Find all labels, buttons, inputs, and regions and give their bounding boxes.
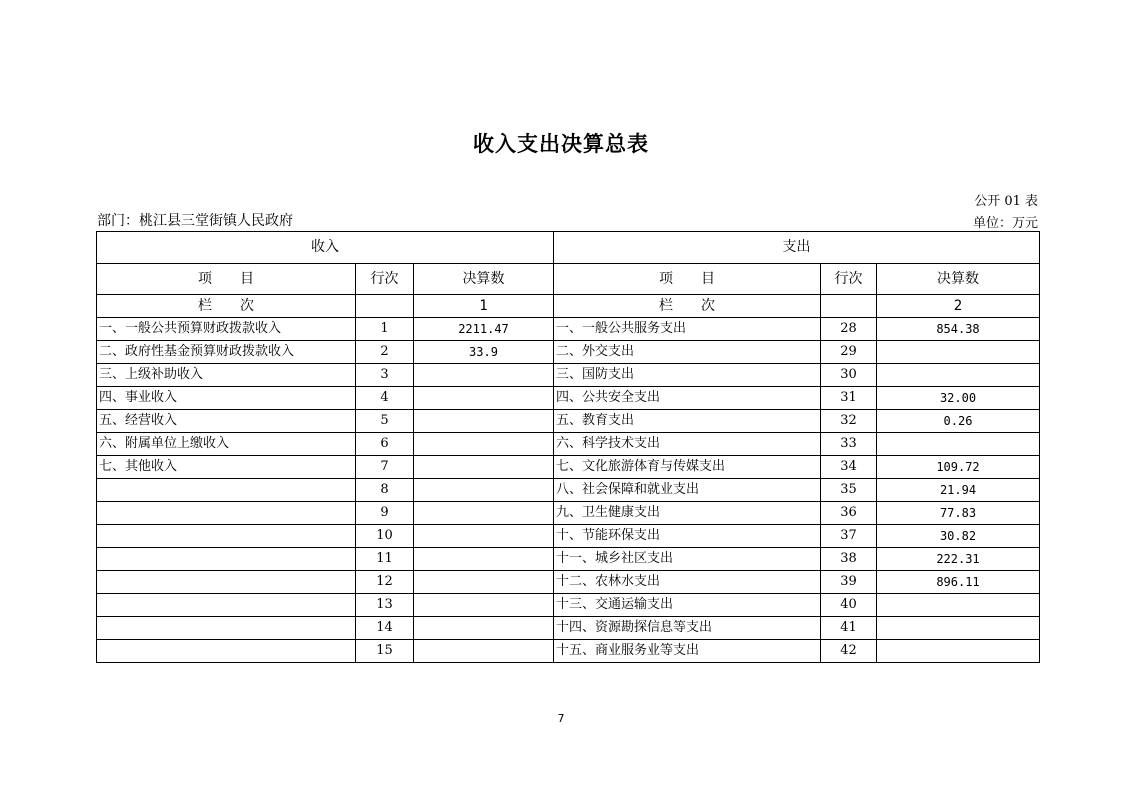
table-row <box>97 571 1040 594</box>
expense-row-no-cell: 40 <box>821 594 877 617</box>
expense-row-no-cell: 41 <box>821 617 877 640</box>
table-row <box>97 364 1040 387</box>
expense-row-no-cell: 38 <box>821 548 877 571</box>
expense-amount-cell: 32.00 <box>877 387 1040 410</box>
expense-row-no-cell: 33 <box>821 433 877 456</box>
table-row <box>97 594 1040 617</box>
income-amount-cell <box>414 525 554 548</box>
expense-amount-cell <box>877 594 1040 617</box>
expense-column-number: 2 <box>877 295 1040 318</box>
table-row <box>97 548 1040 571</box>
income-amount-cell: 33.9 <box>414 341 554 364</box>
income-row-no-cell: 4 <box>356 387 414 410</box>
expense-item-cell: 三、国防支出 <box>554 364 821 387</box>
income-amount-header: 决算数 <box>414 264 554 295</box>
expense-amount-cell: 21.94 <box>877 479 1040 502</box>
expense-amount-cell: 0.26 <box>877 410 1040 433</box>
income-amount-cell <box>414 502 554 525</box>
income-row-no-cell: 1 <box>356 318 414 341</box>
budget-summary-table <box>96 231 1040 663</box>
income-amount-cell: 2211.47 <box>414 318 554 341</box>
table-row <box>97 318 1040 341</box>
income-item-cell: 三、上级补助收入 <box>97 364 356 387</box>
income-row-no-header: 行次 <box>356 264 414 295</box>
income-section-header: 收入 <box>97 232 554 264</box>
income-row-no-cell: 14 <box>356 617 414 640</box>
income-amount-cell <box>414 594 554 617</box>
expense-row-no-cell: 36 <box>821 502 877 525</box>
expense-amount-cell <box>877 433 1040 456</box>
expense-item-cell: 十三、交通运输支出 <box>554 594 821 617</box>
expense-amount-cell <box>877 341 1040 364</box>
department-label: 部门：桃江县三堂街镇人民政府 <box>97 213 293 229</box>
expense-row-no-cell: 29 <box>821 341 877 364</box>
income-item-cell: 五、经营收入 <box>97 410 356 433</box>
income-amount-cell <box>414 364 554 387</box>
income-row-no-cell: 10 <box>356 525 414 548</box>
expense-item-cell: 六、科学技术支出 <box>554 433 821 456</box>
table-row <box>97 640 1040 663</box>
income-amount-cell <box>414 571 554 594</box>
expense-column-blank <box>821 295 877 318</box>
table-row <box>97 479 1040 502</box>
table-row <box>97 502 1040 525</box>
income-row-no-cell: 12 <box>356 571 414 594</box>
income-item-cell <box>97 594 356 617</box>
expense-item-cell: 十四、资源勘探信息等支出 <box>554 617 821 640</box>
table-row <box>97 617 1040 640</box>
income-row-no-cell: 3 <box>356 364 414 387</box>
expense-item-cell: 二、外交支出 <box>554 341 821 364</box>
table-row <box>97 410 1040 433</box>
income-item-cell <box>97 617 356 640</box>
expense-amount-cell: 77.83 <box>877 502 1040 525</box>
expense-amount-cell: 896.11 <box>877 571 1040 594</box>
income-row-no-cell: 5 <box>356 410 414 433</box>
page-number: 7 <box>557 712 565 725</box>
expense-row-no-cell: 34 <box>821 456 877 479</box>
expense-item-cell: 十一、城乡社区支出 <box>554 548 821 571</box>
expense-column-label: 栏 次 <box>554 295 821 318</box>
expense-item-cell: 十五、商业服务业等支出 <box>554 640 821 663</box>
page-title: 收入支出决算总表 <box>473 132 649 156</box>
expense-amount-cell: 30.82 <box>877 525 1040 548</box>
expense-item-header: 项 目 <box>554 264 821 295</box>
column-header-row <box>97 264 1040 295</box>
expense-item-cell: 九、卫生健康支出 <box>554 502 821 525</box>
income-row-no-cell: 7 <box>356 456 414 479</box>
unit-label: 单位：万元 <box>972 216 1038 231</box>
income-row-no-cell: 6 <box>356 433 414 456</box>
expense-amount-cell <box>877 364 1040 387</box>
income-row-no-cell: 11 <box>356 548 414 571</box>
income-column-label: 栏 次 <box>97 295 356 318</box>
expense-amount-cell: 854.38 <box>877 318 1040 341</box>
income-amount-cell <box>414 387 554 410</box>
expense-item-cell: 五、教育支出 <box>554 410 821 433</box>
income-item-cell: 七、其他收入 <box>97 456 356 479</box>
income-row-no-cell: 15 <box>356 640 414 663</box>
expense-item-cell: 七、文化旅游体育与传媒支出 <box>554 456 821 479</box>
table-row <box>97 525 1040 548</box>
income-row-no-cell: 13 <box>356 594 414 617</box>
column-index-row <box>97 295 1040 318</box>
expense-amount-cell: 109.72 <box>877 456 1040 479</box>
expense-amount-cell <box>877 640 1040 663</box>
expense-row-no-cell: 31 <box>821 387 877 410</box>
income-amount-cell <box>414 640 554 663</box>
income-item-cell <box>97 479 356 502</box>
income-item-header: 项 目 <box>97 264 356 295</box>
expense-amount-cell <box>877 617 1040 640</box>
income-row-no-cell: 9 <box>356 502 414 525</box>
expense-row-no-cell: 30 <box>821 364 877 387</box>
income-column-blank <box>356 295 414 318</box>
expense-row-no-cell: 28 <box>821 318 877 341</box>
income-item-cell <box>97 571 356 594</box>
income-amount-cell <box>414 548 554 571</box>
form-code: 公开 01 表 <box>974 194 1038 209</box>
expense-item-cell: 一、一般公共服务支出 <box>554 318 821 341</box>
expense-section-header: 支出 <box>554 232 1040 264</box>
expense-amount-cell: 222.31 <box>877 548 1040 571</box>
expense-row-no-cell: 39 <box>821 571 877 594</box>
income-item-cell: 四、事业收入 <box>97 387 356 410</box>
table-row <box>97 433 1040 456</box>
income-amount-cell <box>414 617 554 640</box>
table-row <box>97 341 1040 364</box>
income-item-cell: 六、附属单位上缴收入 <box>97 433 356 456</box>
income-row-no-cell: 8 <box>356 479 414 502</box>
expense-amount-header: 决算数 <box>877 264 1040 295</box>
expense-row-no-cell: 32 <box>821 410 877 433</box>
income-column-number: 1 <box>414 295 554 318</box>
expense-item-cell: 十二、农林水支出 <box>554 571 821 594</box>
table-row <box>97 456 1040 479</box>
income-item-cell <box>97 525 356 548</box>
expense-item-cell: 八、社会保障和就业支出 <box>554 479 821 502</box>
income-item-cell <box>97 502 356 525</box>
income-amount-cell <box>414 479 554 502</box>
section-header-row <box>97 232 1040 264</box>
income-item-cell: 二、政府性基金预算财政拨款收入 <box>97 341 356 364</box>
income-item-cell <box>97 548 356 571</box>
expense-row-no-cell: 42 <box>821 640 877 663</box>
income-item-cell: 一、一般公共预算财政拨款收入 <box>97 318 356 341</box>
income-item-cell <box>97 640 356 663</box>
expense-row-no-header: 行次 <box>821 264 877 295</box>
income-amount-cell <box>414 410 554 433</box>
income-amount-cell <box>414 433 554 456</box>
expense-item-cell: 十、节能环保支出 <box>554 525 821 548</box>
table-row <box>97 387 1040 410</box>
income-row-no-cell: 2 <box>356 341 414 364</box>
expense-row-no-cell: 37 <box>821 525 877 548</box>
income-amount-cell <box>414 456 554 479</box>
expense-row-no-cell: 35 <box>821 479 877 502</box>
expense-item-cell: 四、公共安全支出 <box>554 387 821 410</box>
